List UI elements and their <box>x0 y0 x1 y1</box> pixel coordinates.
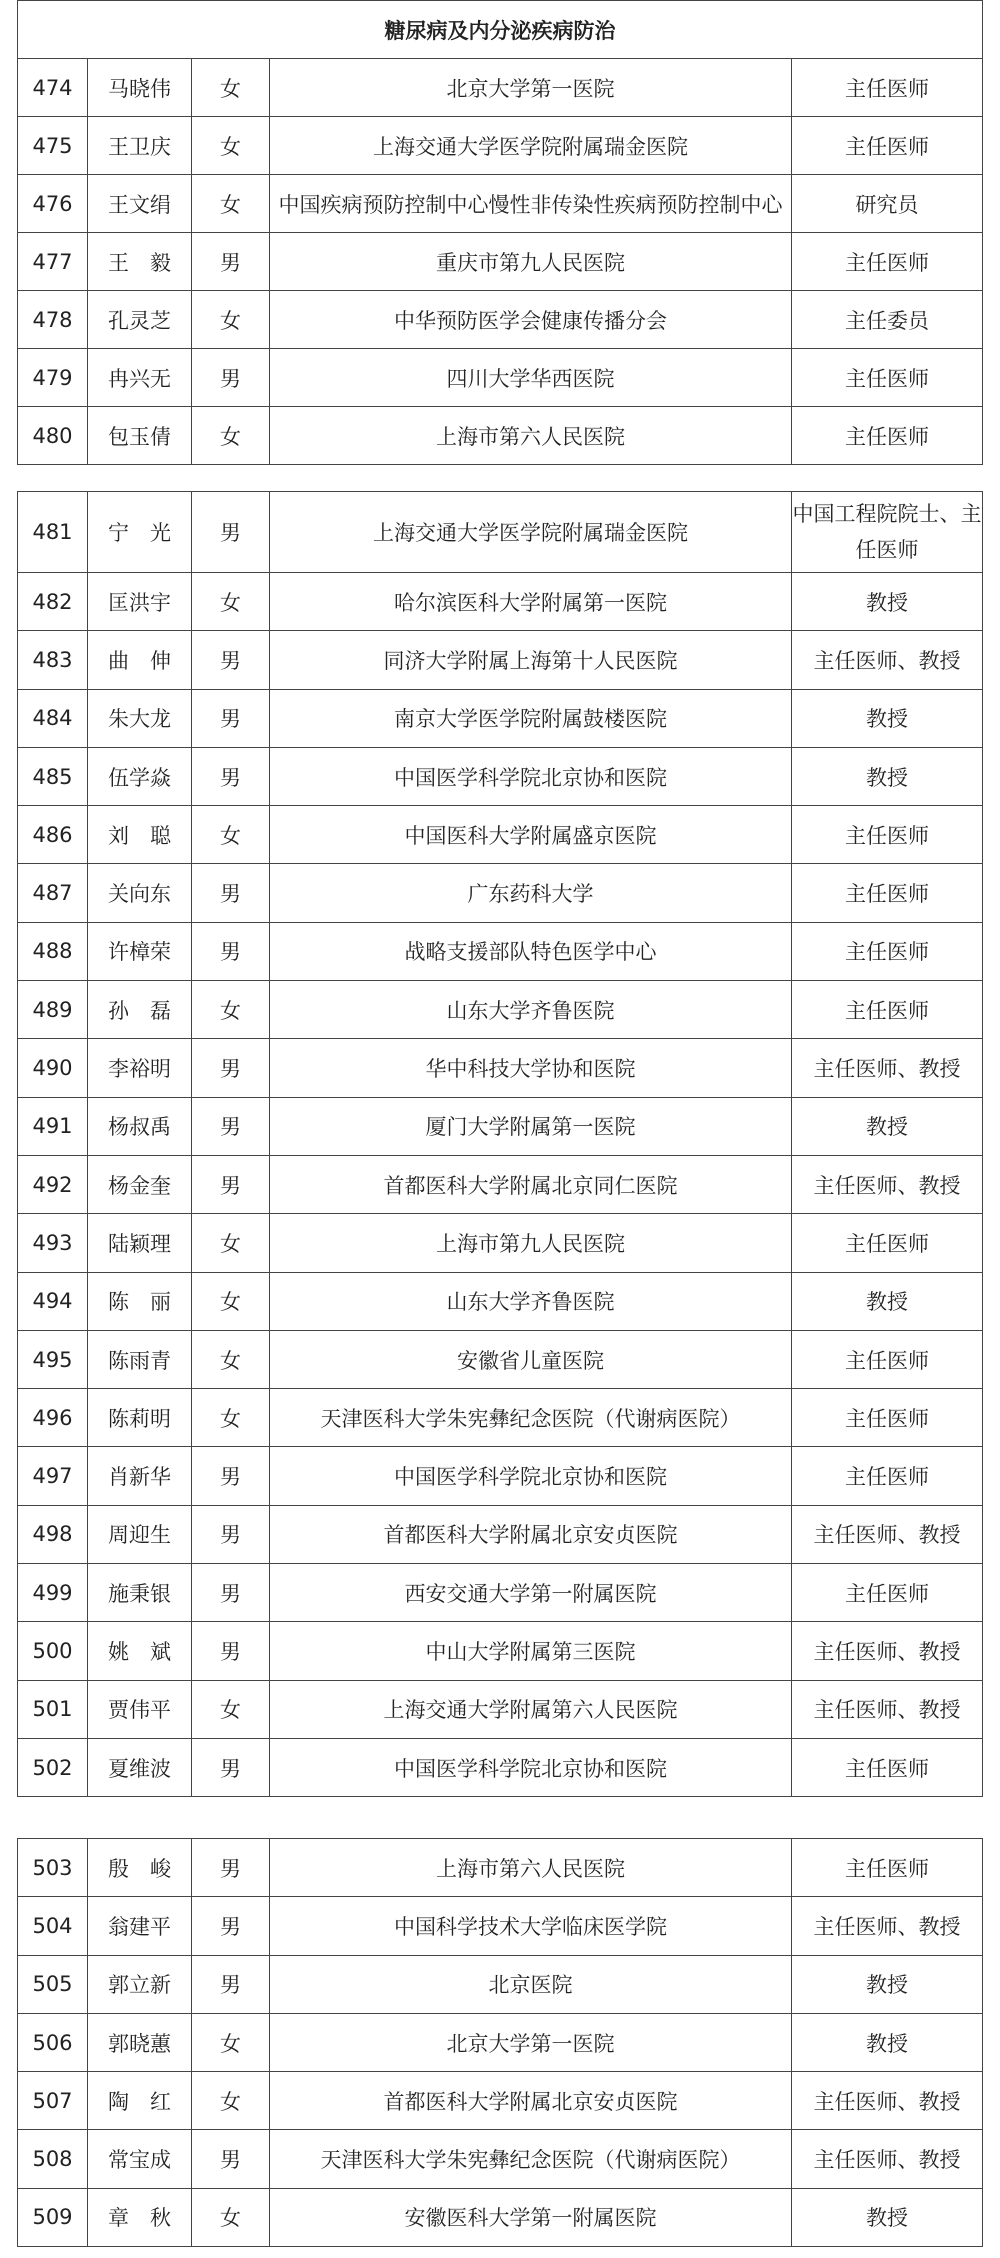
person-name: 陶 红 <box>88 2072 192 2130</box>
institution: 北京大学第一医院 <box>270 59 792 117</box>
row-number: 486 <box>18 806 88 864</box>
gender: 男 <box>192 349 270 407</box>
gender: 男 <box>192 2130 270 2188</box>
person-name: 杨金奎 <box>88 1155 192 1213</box>
person-name: 马晓伟 <box>88 59 192 117</box>
person-name: 殷 峻 <box>88 1839 192 1897</box>
institution: 山东大学齐鲁医院 <box>270 1272 792 1330</box>
row-number: 479 <box>18 349 88 407</box>
table-row <box>18 492 983 573</box>
job-title: 主任医师 <box>792 922 983 980</box>
gender: 女 <box>192 1214 270 1272</box>
institution: 上海市第六人民医院 <box>270 1839 792 1897</box>
gender: 女 <box>192 1272 270 1330</box>
person-name: 翁建平 <box>88 1897 192 1955</box>
job-title: 主任医师 <box>792 1839 983 1897</box>
job-title: 主任医师 <box>792 1330 983 1388</box>
table-row <box>18 117 983 175</box>
table-row <box>18 407 983 465</box>
row-number: 494 <box>18 1272 88 1330</box>
job-title: 主任医师 <box>792 1389 983 1447</box>
table-row <box>18 747 983 805</box>
institution: 北京大学第一医院 <box>270 2013 792 2071</box>
table-title: 糖尿病及内分泌疾病防治 <box>18 1 983 59</box>
institution: 首都医科大学附属北京安贞医院 <box>270 1505 792 1563</box>
gender: 女 <box>192 573 270 631</box>
institution: 天津医科大学朱宪彝纪念医院（代谢病医院） <box>270 2130 792 2188</box>
institution: 西安交通大学第一附属医院 <box>270 1564 792 1622</box>
job-title: 中国工程院院士、主任医师 <box>792 492 983 573</box>
gender: 男 <box>192 1039 270 1097</box>
person-name: 王卫庆 <box>88 117 192 175</box>
institution: 上海交通大学附属第六人民医院 <box>270 1680 792 1738</box>
institution: 安徽医科大学第一附属医院 <box>270 2188 792 2246</box>
row-number: 499 <box>18 1564 88 1622</box>
job-title: 主任医师 <box>792 1564 983 1622</box>
row-number: 497 <box>18 1447 88 1505</box>
gender: 女 <box>192 291 270 349</box>
gender: 男 <box>192 1155 270 1213</box>
row-number: 495 <box>18 1330 88 1388</box>
expert-table-part-1 <box>17 0 983 465</box>
table-row <box>18 2072 983 2130</box>
person-name: 宁 光 <box>88 492 192 573</box>
person-name: 关向东 <box>88 864 192 922</box>
row-number: 475 <box>18 117 88 175</box>
row-number: 484 <box>18 689 88 747</box>
institution: 中国疾病预防控制中心慢性非传染性疾病预防控制中心 <box>270 175 792 233</box>
table-row <box>18 631 983 689</box>
gender: 男 <box>192 922 270 980</box>
institution: 重庆市第九人民医院 <box>270 233 792 291</box>
table-row <box>18 1680 983 1738</box>
person-name: 王文绢 <box>88 175 192 233</box>
gender: 男 <box>192 1097 270 1155</box>
row-number: 493 <box>18 1214 88 1272</box>
job-title: 主任医师、教授 <box>792 1039 983 1097</box>
person-name: 陈莉明 <box>88 1389 192 1447</box>
institution: 南京大学医学院附属鼓楼医院 <box>270 689 792 747</box>
person-name: 陆颖理 <box>88 1214 192 1272</box>
table-row <box>18 233 983 291</box>
job-title: 研究员 <box>792 175 983 233</box>
job-title: 主任医师 <box>792 1738 983 1796</box>
row-number: 492 <box>18 1155 88 1213</box>
person-name: 常宝成 <box>88 2130 192 2188</box>
table-row <box>18 349 983 407</box>
row-number: 481 <box>18 492 88 573</box>
gender: 女 <box>192 981 270 1039</box>
row-number: 506 <box>18 2013 88 2071</box>
row-number: 489 <box>18 981 88 1039</box>
gender: 男 <box>192 1505 270 1563</box>
gender: 男 <box>192 492 270 573</box>
table-row <box>18 573 983 631</box>
table-row <box>18 864 983 922</box>
row-number: 491 <box>18 1097 88 1155</box>
person-name: 匡洪宇 <box>88 573 192 631</box>
job-title: 主任医师 <box>792 59 983 117</box>
institution: 安徽省儿童医院 <box>270 1330 792 1388</box>
table-row <box>18 1214 983 1272</box>
person-name: 许樟荣 <box>88 922 192 980</box>
institution: 厦门大学附属第一医院 <box>270 1097 792 1155</box>
institution: 华中科技大学协和医院 <box>270 1039 792 1097</box>
gender: 女 <box>192 1330 270 1388</box>
person-name: 曲 伸 <box>88 631 192 689</box>
table-row <box>18 1330 983 1388</box>
institution: 天津医科大学朱宪彝纪念医院（代谢病医院） <box>270 1389 792 1447</box>
job-title: 主任医师、教授 <box>792 1155 983 1213</box>
row-number: 476 <box>18 175 88 233</box>
row-number: 508 <box>18 2130 88 2188</box>
person-name: 周迎生 <box>88 1505 192 1563</box>
table-row <box>18 291 983 349</box>
gender: 男 <box>192 1622 270 1680</box>
person-name: 冉兴无 <box>88 349 192 407</box>
institution: 中山大学附属第三医院 <box>270 1622 792 1680</box>
institution: 同济大学附属上海第十人民医院 <box>270 631 792 689</box>
institution: 中国医学科学院北京协和医院 <box>270 747 792 805</box>
row-number: 485 <box>18 747 88 805</box>
table-row <box>18 689 983 747</box>
row-number: 502 <box>18 1738 88 1796</box>
row-number: 474 <box>18 59 88 117</box>
job-title: 主任医师 <box>792 864 983 922</box>
gender: 男 <box>192 864 270 922</box>
person-name: 孙 磊 <box>88 981 192 1039</box>
job-title: 主任医师、教授 <box>792 1680 983 1738</box>
institution: 山东大学齐鲁医院 <box>270 981 792 1039</box>
row-number: 504 <box>18 1897 88 1955</box>
job-title: 主任医师 <box>792 233 983 291</box>
job-title: 主任医师、教授 <box>792 2072 983 2130</box>
row-number: 503 <box>18 1839 88 1897</box>
table-row <box>18 922 983 980</box>
row-number: 487 <box>18 864 88 922</box>
table-row <box>18 1505 983 1563</box>
job-title: 主任医师 <box>792 1447 983 1505</box>
person-name: 郭晓蕙 <box>88 2013 192 2071</box>
person-name: 孔灵芝 <box>88 291 192 349</box>
table-row <box>18 1839 983 1897</box>
gender: 女 <box>192 1680 270 1738</box>
person-name: 李裕明 <box>88 1039 192 1097</box>
table-row <box>18 2013 983 2071</box>
institution: 上海交通大学医学院附属瑞金医院 <box>270 117 792 175</box>
table-title-row <box>18 1 983 59</box>
table-row <box>18 1955 983 2013</box>
row-number: 507 <box>18 2072 88 2130</box>
person-name: 贾伟平 <box>88 1680 192 1738</box>
row-number: 488 <box>18 922 88 980</box>
institution: 中国医学科学院北京协和医院 <box>270 1738 792 1796</box>
job-title: 教授 <box>792 1955 983 2013</box>
job-title: 主任医师 <box>792 117 983 175</box>
job-title: 主任医师、教授 <box>792 1897 983 1955</box>
person-name: 陈 丽 <box>88 1272 192 1330</box>
row-number: 505 <box>18 1955 88 2013</box>
institution: 中国医学科学院北京协和医院 <box>270 1447 792 1505</box>
gender: 男 <box>192 233 270 291</box>
gender: 女 <box>192 59 270 117</box>
job-title: 主任医师 <box>792 806 983 864</box>
institution: 哈尔滨医科大学附属第一医院 <box>270 573 792 631</box>
person-name: 章 秋 <box>88 2188 192 2246</box>
row-number: 480 <box>18 407 88 465</box>
institution: 中国科学技术大学临床医学院 <box>270 1897 792 1955</box>
expert-table-part-2 <box>17 491 983 1797</box>
row-number: 478 <box>18 291 88 349</box>
job-title: 主任医师、教授 <box>792 1622 983 1680</box>
table-row <box>18 1155 983 1213</box>
gender: 女 <box>192 2072 270 2130</box>
gender: 女 <box>192 2013 270 2071</box>
table-row <box>18 1447 983 1505</box>
table-row <box>18 981 983 1039</box>
gender: 女 <box>192 1389 270 1447</box>
row-number: 490 <box>18 1039 88 1097</box>
job-title: 主任医师 <box>792 981 983 1039</box>
table-row <box>18 2188 983 2246</box>
job-title: 主任委员 <box>792 291 983 349</box>
gender: 男 <box>192 1839 270 1897</box>
job-title: 主任医师、教授 <box>792 2130 983 2188</box>
job-title: 主任医师 <box>792 407 983 465</box>
person-name: 王 毅 <box>88 233 192 291</box>
job-title: 主任医师、教授 <box>792 631 983 689</box>
person-name: 包玉倩 <box>88 407 192 465</box>
row-number: 501 <box>18 1680 88 1738</box>
row-number: 498 <box>18 1505 88 1563</box>
person-name: 陈雨青 <box>88 1330 192 1388</box>
expert-table-part-3 <box>17 1838 983 2247</box>
table-row <box>18 1564 983 1622</box>
person-name: 朱大龙 <box>88 689 192 747</box>
row-number: 509 <box>18 2188 88 2246</box>
gender: 男 <box>192 1738 270 1796</box>
table-row <box>18 1897 983 1955</box>
gender: 女 <box>192 407 270 465</box>
table-row <box>18 175 983 233</box>
job-title: 教授 <box>792 2188 983 2246</box>
row-number: 500 <box>18 1622 88 1680</box>
person-name: 施秉银 <box>88 1564 192 1622</box>
job-title: 教授 <box>792 689 983 747</box>
person-name: 杨叔禹 <box>88 1097 192 1155</box>
job-title: 教授 <box>792 1272 983 1330</box>
table-row <box>18 1097 983 1155</box>
gender: 女 <box>192 117 270 175</box>
institution: 上海市第九人民医院 <box>270 1214 792 1272</box>
gender: 男 <box>192 1955 270 2013</box>
job-title: 主任医师 <box>792 349 983 407</box>
gender: 男 <box>192 1447 270 1505</box>
job-title: 主任医师 <box>792 1214 983 1272</box>
gender: 男 <box>192 747 270 805</box>
table-row <box>18 1738 983 1796</box>
table-row <box>18 1389 983 1447</box>
person-name: 姚 斌 <box>88 1622 192 1680</box>
institution: 北京医院 <box>270 1955 792 2013</box>
gender: 男 <box>192 689 270 747</box>
gender: 男 <box>192 1564 270 1622</box>
job-title: 教授 <box>792 1097 983 1155</box>
table-row <box>18 1272 983 1330</box>
table-row <box>18 59 983 117</box>
job-title: 教授 <box>792 573 983 631</box>
institution: 上海交通大学医学院附属瑞金医院 <box>270 492 792 573</box>
person-name: 肖新华 <box>88 1447 192 1505</box>
row-number: 483 <box>18 631 88 689</box>
table-row <box>18 1622 983 1680</box>
table-row <box>18 2130 983 2188</box>
row-number: 496 <box>18 1389 88 1447</box>
person-name: 刘 聪 <box>88 806 192 864</box>
person-name: 伍学焱 <box>88 747 192 805</box>
person-name: 郭立新 <box>88 1955 192 2013</box>
person-name: 夏维波 <box>88 1738 192 1796</box>
institution: 首都医科大学附属北京同仁医院 <box>270 1155 792 1213</box>
table-row <box>18 806 983 864</box>
institution: 中国医科大学附属盛京医院 <box>270 806 792 864</box>
job-title: 主任医师、教授 <box>792 1505 983 1563</box>
institution: 四川大学华西医院 <box>270 349 792 407</box>
job-title: 教授 <box>792 2013 983 2071</box>
table-row <box>18 1039 983 1097</box>
institution: 战略支援部队特色医学中心 <box>270 922 792 980</box>
job-title: 教授 <box>792 747 983 805</box>
gender: 女 <box>192 806 270 864</box>
institution: 广东药科大学 <box>270 864 792 922</box>
row-number: 482 <box>18 573 88 631</box>
gender: 男 <box>192 1897 270 1955</box>
gender: 男 <box>192 631 270 689</box>
gender: 女 <box>192 2188 270 2246</box>
institution: 中华预防医学会健康传播分会 <box>270 291 792 349</box>
gender: 女 <box>192 175 270 233</box>
institution: 上海市第六人民医院 <box>270 407 792 465</box>
row-number: 477 <box>18 233 88 291</box>
institution: 首都医科大学附属北京安贞医院 <box>270 2072 792 2130</box>
